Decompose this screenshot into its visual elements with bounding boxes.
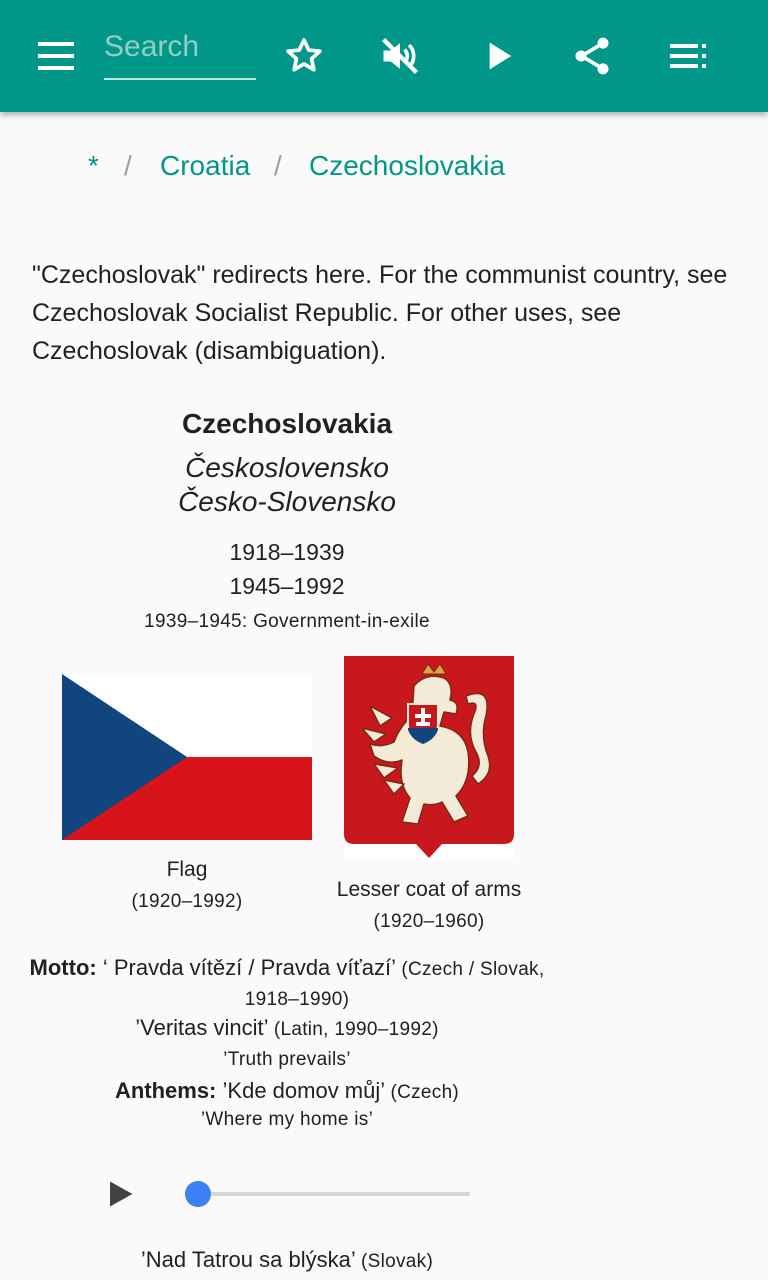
audio-seek-track[interactable] <box>198 1192 470 1196</box>
anthems-line <box>0 1078 574 1104</box>
audio-seek-thumb[interactable] <box>185 1181 211 1207</box>
breadcrumb-item-croatia[interactable]: Croatia <box>160 150 251 181</box>
playlist-icon[interactable] <box>660 28 716 84</box>
search-field[interactable] <box>104 24 256 80</box>
audio-play-icon <box>105 1179 135 1209</box>
anthem-slovak: ’Nad Tatrou sa blýska’ <box>140 1247 355 1272</box>
motto-text: ‘ Pravda vítězí / Pravda víťazí’ <box>102 955 396 980</box>
breadcrumb-root[interactable]: * <box>88 150 99 181</box>
flag-years: (1920–1992) <box>131 891 243 912</box>
motto-translation: ’Truth prevails’ <box>223 1049 351 1070</box>
period-first: 1918–1939 <box>229 539 345 565</box>
motto-line <box>0 955 574 981</box>
breadcrumb-item-czechoslovakia[interactable]: Czechoslovakia <box>309 150 506 181</box>
flag-caption: Flag <box>166 858 208 881</box>
breadcrumb-separator: / <box>124 150 132 181</box>
anthem-czech-language: (Czech) <box>390 1082 460 1103</box>
native-name-hyphenated: Česko-Slovensko <box>178 486 396 517</box>
period-second: 1945–1992 <box>229 573 345 599</box>
share-icon[interactable] <box>564 28 620 84</box>
coat-of-arms-caption: Lesser coat of arms <box>336 878 522 901</box>
breadcrumb-separator: / <box>274 150 282 181</box>
anthems-label: Anthems: <box>114 1078 217 1103</box>
motto-latin-note: (Latin, 1990–1992) <box>273 1019 439 1040</box>
motto-latin-line <box>0 1015 574 1041</box>
breadcrumb <box>0 146 768 190</box>
motto-latin: ’Veritas vincit’ <box>135 1015 268 1040</box>
anthem-czech: ’Kde domov můj’ <box>222 1078 385 1103</box>
motto-years: 1918–1990) <box>244 989 350 1010</box>
search-input[interactable] <box>104 24 256 70</box>
anthem-czech-translation: ’Where my home is’ <box>200 1109 374 1130</box>
native-name-czech: Československo <box>185 452 389 483</box>
anthem-slovak-language: (Slovak) <box>361 1251 434 1272</box>
app-toolbar <box>0 0 768 112</box>
coat-of-arms-years: (1920–1960) <box>373 911 485 932</box>
audio-play-button[interactable] <box>96 1170 144 1218</box>
play-icon[interactable] <box>470 28 526 84</box>
hatnote-text: "Czechoslovak" redirects here. For the communist country, see Czechoslovak Socialist Republic. For other uses, see Czechoslovak (disambiguation). <box>32 261 728 365</box>
exile-note: 1939–1945: Government-in-exile <box>144 611 430 632</box>
coat-of-arms-image[interactable] <box>344 656 514 860</box>
anthem-slovak-line <box>0 1247 574 1273</box>
motto-label: Motto: <box>29 955 97 980</box>
motto-language: (Czech / Slovak, <box>401 959 545 980</box>
infobox-title: Czechoslovakia <box>181 408 393 439</box>
volume-off-icon[interactable] <box>372 28 428 84</box>
flag-image[interactable] <box>62 674 312 840</box>
menu-icon[interactable] <box>28 28 84 84</box>
star-outline-icon[interactable] <box>276 28 332 84</box>
